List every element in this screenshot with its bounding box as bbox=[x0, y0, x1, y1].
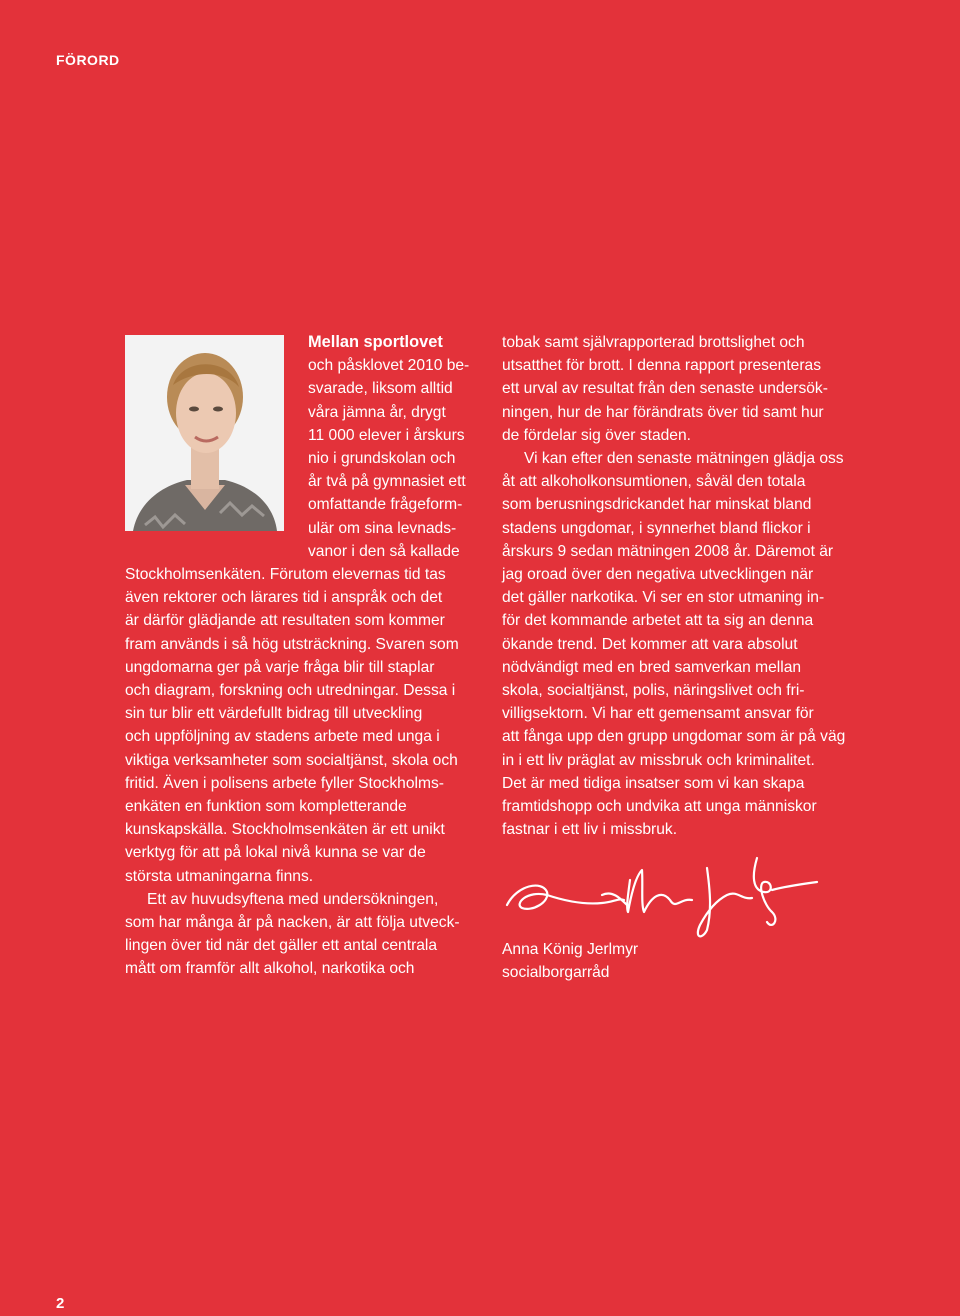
text-line: verktyg för att på lokal nivå kunna se var de bbox=[125, 844, 426, 862]
signer-title: socialborgarråd bbox=[502, 964, 610, 982]
text-line: årskurs 9 sedan mätningen 2008 år. Däremot är bbox=[502, 542, 834, 560]
text-line: och diagram, forskning och utredningar. Dessa i bbox=[125, 682, 456, 700]
lead-phrase: Mellan sportlovet bbox=[308, 333, 443, 351]
text-line: tobak samt självrapporterad brottslighet och bbox=[502, 334, 805, 351]
signer-name: Anna König Jerlmyr bbox=[502, 941, 639, 958]
text-line: skola, socialtjänst, polis, näringslivet och fri- bbox=[502, 682, 805, 700]
text-line: sin tur blir ett värdefullt bidrag till utveckling bbox=[125, 705, 423, 723]
handwritten-signature bbox=[502, 850, 822, 945]
text-line: för det kommande arbetet att ta sig an denna bbox=[502, 612, 814, 630]
section-title: FÖRORD bbox=[56, 52, 120, 68]
text-line: mått om framför allt alkohol, narkotika och bbox=[125, 960, 415, 978]
text-line: och påsklovet 2010 be- bbox=[308, 357, 470, 375]
text-line: ökande trend. Det kommer att vara absolut bbox=[502, 635, 798, 653]
text-line: vanor i den så kallade bbox=[308, 542, 460, 560]
text-line: ningen, hur de har förändrats över tid samt hur bbox=[502, 403, 824, 421]
text-line: år två på gymnasiet ett bbox=[308, 473, 466, 491]
text-line: kunskapskälla. Stockholmsenkäten är ett unikt bbox=[125, 821, 445, 839]
text-line: fastnar i ett liv i missbruk. bbox=[502, 821, 678, 839]
text-line: lingen över tid när det gäller ett antal centrala bbox=[125, 937, 438, 955]
text-line: viktiga verksamheter som socialtjänst, skola och bbox=[125, 751, 458, 769]
text-line: nödvändigt med en bred samverkan mellan bbox=[502, 658, 802, 676]
text-line: Stockholmsenkäten. Förutom elevernas tid tas bbox=[125, 566, 446, 584]
text-line: som berusningsdrickandet har minskat bland bbox=[502, 496, 812, 514]
lead-block bbox=[308, 331, 481, 563]
text-line: är därför glädjande att resultaten som kommer bbox=[125, 612, 445, 630]
text-line: även rektorer och lärares tid i anspråk och det bbox=[125, 589, 443, 607]
left-column bbox=[125, 331, 481, 981]
text-line: våra jämna år, drygt bbox=[308, 403, 446, 421]
text-line: ulär om sina levnads- bbox=[308, 519, 457, 537]
text-line: Det är med tidiga insatser som vi kan skapa bbox=[502, 774, 805, 792]
text-line: framtidshopp och undvika att unga människor bbox=[502, 798, 817, 816]
right-column bbox=[502, 331, 860, 841]
text-line: som har många år på nacken, är att följa utveck- bbox=[125, 914, 460, 932]
text-line: utsatthet för brott. I denna rapport presenteras bbox=[502, 357, 821, 375]
text-line: ungdomarna ger på varje fråga blir till staplar bbox=[125, 658, 435, 676]
text-line: det gäller narkotika. Vi ser en stor utmaning in- bbox=[502, 589, 825, 607]
text-line: 11 000 elever i årskurs bbox=[308, 426, 465, 444]
text-line: fritid. Även i polisens arbete fyller Stockholms- bbox=[125, 774, 444, 792]
text-line: stadens ungdomar, i synnerhet bland flickor i bbox=[502, 519, 811, 537]
text-line: att fånga upp den grupp ungdomar som är på väg bbox=[502, 728, 846, 746]
text-line: jag oroad över den negativa utvecklingen när bbox=[502, 566, 814, 584]
page-number: 2 bbox=[56, 1295, 65, 1312]
text-line: och uppföljning av stadens arbete med unga i bbox=[125, 728, 440, 746]
text-line: nio i grundskolan och bbox=[308, 450, 456, 468]
text-line: åt att alkoholkonsumtionen, såväl den totala bbox=[502, 473, 806, 491]
text-line: in i ett liv präglat av missbruk och kriminalitet. bbox=[502, 751, 815, 769]
text-line: enkäten en funktion som kompletterande bbox=[125, 798, 407, 816]
text-line: ett urval av resultat från den senaste undersök- bbox=[502, 380, 828, 398]
text-line: svarade, liksom alltid bbox=[308, 380, 453, 398]
text-line: villigsektorn. Vi har ett gemensamt ansvar för bbox=[502, 705, 814, 723]
text-line: fram används i så hög utsträckning. Svaren som bbox=[125, 635, 459, 653]
signoff-block bbox=[502, 938, 638, 984]
text-line: de fördelar sig över staden. bbox=[502, 426, 691, 444]
text-line: största utmaningarna finns. bbox=[125, 867, 314, 885]
text-line: Vi kan efter den senaste mätningen glädja oss bbox=[524, 450, 844, 468]
text-line: Ett av huvudsyftena med undersökningen, bbox=[147, 890, 439, 908]
text-line: omfattande frågeform- bbox=[308, 496, 463, 514]
